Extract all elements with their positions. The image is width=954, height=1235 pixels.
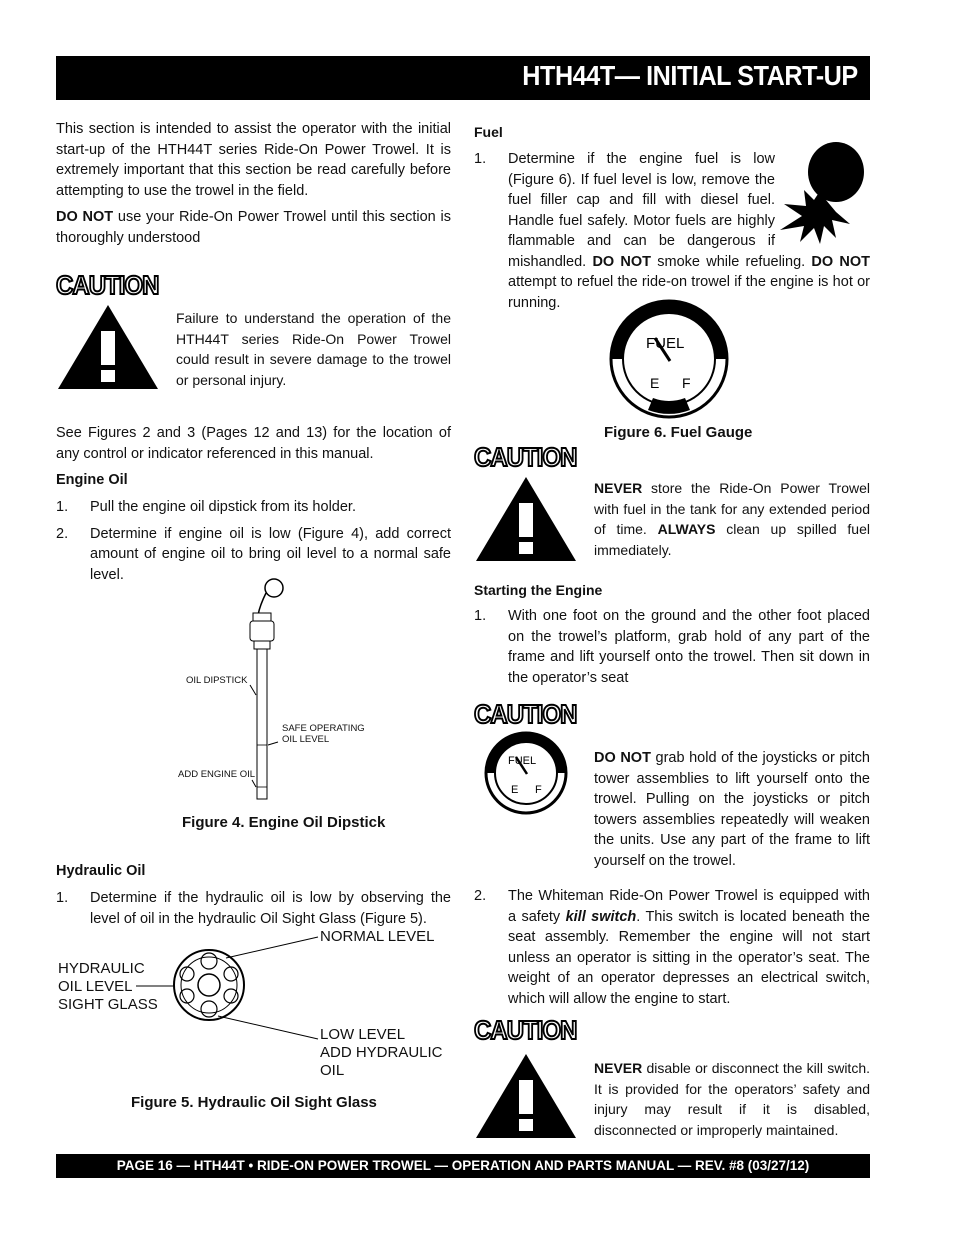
hydraulic-oil-list <box>56 888 451 929</box>
never-bold: NEVER <box>594 1060 643 1076</box>
kill-switch-emphasis: kill switch <box>565 908 637 925</box>
starting-list-2 <box>474 886 870 1009</box>
list-item <box>56 888 451 929</box>
engine-oil-list <box>56 497 451 585</box>
figure-4-caption: Figure 4. Engine Oil Dipstick <box>182 814 386 831</box>
warning-triangle-icon <box>474 1052 578 1140</box>
caution-heading-1: CAUTION <box>56 270 159 300</box>
starting-list-1 <box>474 606 870 688</box>
list-number: 2. <box>56 525 69 542</box>
list-number: 1. <box>474 151 487 167</box>
start-text-part: The Whiteman Ride-On Power Trowel is equipped with a safety <box>508 888 870 925</box>
sight-glass-label-line2: OIL LEVEL <box>58 978 133 995</box>
list-text: Determine if engine oil is low (Figure 4), add correct amount of engine oil to bring oil level to a normal safe level. <box>90 525 451 583</box>
caution-text-part: disable or disconnect the kill switch. It is provided for the operators’ safety and injury may result if it is disabled, disconnected or improperly maintained. <box>594 1060 870 1138</box>
fuel-text-part: smoke while refueling. <box>651 253 812 270</box>
start-text-part: . This switch is located beneath the seat assembly. Remember the engine will not start unless an operator is sitting in the operator’s seat. The weight of an operator depresses an electrical switch, which will allow the engine to start. <box>508 908 870 1007</box>
list-item <box>474 606 870 688</box>
list-text <box>508 886 870 1009</box>
fuel-do-not-bold: DO NOT <box>811 253 871 270</box>
intro-paragraph: This section is intended to assist the operator with the initial start-up of the HTH44T series Ride-On Power Trowel. It is extremely important that this section be read carefully before attempting to use the trowel in the field. <box>56 121 451 199</box>
page-title: HTH44T— INITIAL START-UP <box>522 60 858 91</box>
gauge-e-text: E <box>511 784 519 796</box>
caution-heading-2: CAUTION <box>474 442 577 472</box>
caution-text-2 <box>594 478 870 560</box>
caution-text-4 <box>594 1058 870 1140</box>
gauge-f-text: F <box>682 375 691 391</box>
safe-level-label-line2: OIL LEVEL <box>282 734 330 745</box>
list-text: With one foot on the ground and the other foot placed on the trowel’s platform, grab hold of any part of the frame and lift yourself onto the trowel. Then sit down in the operator’s seat <box>508 608 870 686</box>
list-number: 2. <box>474 888 487 904</box>
caution-heading-4: CAUTION <box>474 1015 577 1045</box>
list-number: 1. <box>56 890 69 906</box>
fuel-do-not-bold: DO NOT <box>592 253 652 270</box>
sight-glass-label-line3: SIGHT GLASS <box>58 996 158 1013</box>
safe-level-label-line1: SAFE OPERATING <box>282 723 365 734</box>
do-not-text: use your Ride-On Power Trowel until this section is thoroughly understood <box>56 209 451 246</box>
list-text: Pull the engine oil dipstick from its holder. <box>90 499 356 515</box>
fuel-list <box>474 149 870 313</box>
gauge-f-text: F <box>535 784 542 796</box>
page-footer: PAGE 16 — HTH44T • RIDE-ON POWER TROWEL — OPERATION AND PARTS MANUAL — REV. #8 (03/27/12) <box>56 1154 870 1178</box>
caution-text-1: Failure to understand the operation of the HTH44T series Ride-On Power Trowel could result in severe damage to the trowel or personal injury. <box>176 310 451 388</box>
do-not-paragraph <box>56 207 451 248</box>
caution-text-part: grab hold of the joysticks or pitch tower assemblies to lift yourself onto the trowel. Pulling on the joysticks or pitch towers assemblies repeatedly will weaken the units. Use any part of the frame to lift yourself on the trowel. <box>594 750 870 869</box>
fuel-text-part: attempt to refuel the ride-on trowel if the engine is hot or running. <box>508 274 870 311</box>
fuel-heading: Fuel <box>474 124 503 140</box>
list-text <box>508 149 870 313</box>
never-bold: NEVER <box>594 480 643 496</box>
caution-text-part: store the Ride-On Power Trowel with fuel in the tank for any extended period of time. <box>594 480 870 537</box>
list-item <box>474 149 870 313</box>
gauge-fuel-text: FUEL <box>508 755 537 767</box>
do-not-bold: DO NOT <box>594 750 651 766</box>
always-bold: ALWAYS <box>657 521 716 537</box>
gauge-e-text: E <box>650 375 660 391</box>
low-level-label-line2: ADD HYDRAULIC <box>320 1044 443 1061</box>
figure-5-caption: Figure 5. Hydraulic Oil Sight Glass <box>131 1094 377 1111</box>
starting-engine-heading: Starting the Engine <box>474 582 603 598</box>
list-number: 1. <box>56 499 69 515</box>
warning-triangle-icon <box>474 475 578 563</box>
figure-6-caption: Figure 6. Fuel Gauge <box>604 424 753 441</box>
fuel-gauge-icon <box>608 298 730 420</box>
gauge-fuel-text: FUEL <box>646 335 685 352</box>
low-level-label-line1: LOW LEVEL <box>320 1026 406 1043</box>
caution-text-3 <box>594 748 870 871</box>
caution-text-part: clean up spilled fuel immediately. <box>594 521 870 558</box>
list-text: Determine if the hydraulic oil is low by observing the level of oil in the hydraulic Oil Sight Glass (Figure 5). <box>90 890 451 927</box>
see-figures-paragraph: See Figures 2 and 3 (Pages 12 and 13) for the location of any control or indicator referenced in this manual. <box>56 425 451 462</box>
fuel-gauge-icon <box>474 730 578 816</box>
list-item <box>474 886 870 1009</box>
add-oil-label: ADD ENGINE OIL <box>178 769 256 780</box>
list-number: 1. <box>474 608 487 624</box>
warning-triangle-icon <box>56 303 160 391</box>
fuel-text-part: Determine if the engine fuel is low (Figure 6). If fuel level is low, remove the fuel filler cap and fill with diesel fuel. Handle fuel safely. Motor fuels are highly flammable and can be dangerous if mishandled. <box>508 151 775 270</box>
list-item <box>56 497 451 518</box>
low-level-label-line3: OIL <box>320 1062 345 1079</box>
do-not-bold: DO NOT <box>56 209 114 225</box>
sight-glass-label-line1: HYDRAULIC <box>58 960 145 977</box>
engine-oil-heading: Engine Oil <box>56 472 128 488</box>
page-header-bar <box>56 56 870 100</box>
caution-heading-3: CAUTION <box>474 699 577 729</box>
normal-level-label: NORMAL LEVEL <box>320 928 435 945</box>
hydraulic-oil-heading: Hydraulic Oil <box>56 863 146 879</box>
dipstick-label: OIL DIPSTICK <box>186 675 248 686</box>
